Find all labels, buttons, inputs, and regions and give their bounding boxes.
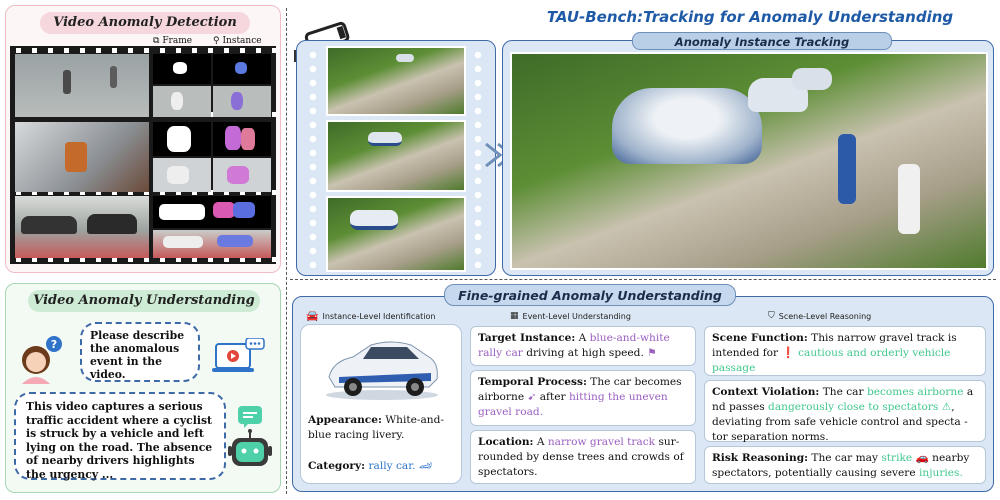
horizontal-divider (290, 279, 996, 280)
answer-text: This video captures a serious traffic accident where a cyclist is struck by a vehicle and left lying on the road. The absence of nearby drivers highlights the urgency ... (26, 400, 213, 481)
calendar-icon: ▦ (510, 311, 519, 321)
vad-frame-2 (15, 122, 149, 192)
scene-function-box (704, 326, 986, 376)
context-label: Context Violation: (712, 386, 820, 398)
instance-icon: ⚲ (213, 36, 220, 46)
category-text: rally car. (368, 460, 416, 472)
rally-frame-3 (326, 196, 466, 272)
vad-mask-3b (153, 230, 271, 258)
scene-fn-hl: cautious and orderly vehicle passage (712, 347, 951, 374)
event-head-label: Event-Level Understanding (522, 311, 631, 321)
vad-instance-1 (213, 54, 271, 84)
temporal-pre: The car becomes airborne (478, 376, 682, 403)
instance-legend (213, 36, 262, 46)
rally-frame-1 (326, 46, 466, 116)
frames-dots (305, 48, 321, 268)
vad-frame-1 (15, 54, 149, 117)
person-question-icon (14, 334, 64, 384)
temporal-mid: after (539, 391, 566, 403)
crash-icon: 🚗 (915, 452, 929, 464)
target-pre: A (578, 332, 587, 344)
risk-pre: The car may (811, 452, 878, 464)
race-car-icon: 🏎 (418, 460, 433, 472)
context-mid: a nd passes (712, 386, 974, 413)
context-hl1: becomes airborne (866, 386, 964, 398)
category-line (308, 459, 458, 474)
target-post: driving at high speed. (526, 347, 644, 359)
risk-hl1: strike (881, 452, 913, 464)
fine-title: Fine-grained Anomaly Understanding (444, 284, 736, 306)
context-hl2: dangerously close to spectators (768, 401, 939, 413)
temporal-label: Temporal Process: (478, 376, 587, 388)
svg-text:?: ? (50, 338, 58, 351)
shield-icon: ⛉ (768, 311, 775, 321)
car-icon: 🚘 (306, 311, 319, 322)
vad-mask-1b (153, 86, 211, 117)
appearance-text: White-and-blue racing livery. (308, 414, 444, 441)
scene-fn-pre: This narrow gravel track is intended for (712, 332, 957, 359)
risk-mid: nearby spectators, potentially causing severe (712, 452, 970, 479)
rally-frame-2 (326, 120, 466, 192)
target-label: Target Instance: (478, 332, 576, 344)
vad-frame-3 (15, 196, 149, 258)
event-head (510, 311, 631, 321)
question-bubble (80, 322, 200, 382)
warning-icon: ⚠ (941, 401, 952, 413)
vad-mask-2 (153, 122, 211, 156)
risk-reasoning-box (704, 446, 986, 484)
tracking-image (510, 52, 988, 270)
location-hl: narrow gravel track (547, 436, 656, 448)
location-post: sur- rounded by dense trees and crowds of spectators. (478, 436, 684, 478)
vad-instance-1b (213, 86, 271, 117)
vertical-divider (286, 8, 287, 494)
vad-instance-2b (213, 158, 271, 192)
question-text: Please describe the anomalous event in the video. (90, 329, 185, 381)
context-violation-box (704, 380, 986, 442)
target-instance-box (470, 326, 696, 366)
laptop-video-icon (210, 338, 266, 378)
tau-title: TAU-Bench:Tracking for Anomaly Understanding (546, 8, 954, 26)
scene-head (768, 311, 871, 321)
risk-label: Risk Reasoning: (712, 452, 809, 464)
vad-mask-2b (153, 158, 211, 192)
context-post: , deviating from safe vehicle control and specta -tor separation norms. (712, 401, 968, 443)
rocket-icon: ➹ (527, 391, 537, 403)
location-pre: A (536, 436, 545, 448)
vad-mask-1 (153, 54, 211, 84)
target-hl: blue-and-white rally car (478, 332, 670, 359)
instance-head-label: Instance-Level Identification (322, 312, 436, 321)
frame-icon: ⧉ (153, 36, 160, 46)
temporal-hl: hitting the uneven gravel road. (478, 391, 668, 418)
answer-bubble (14, 392, 226, 480)
category-label: Category: (308, 460, 366, 472)
vad-title: Video Anomaly Detection (40, 12, 250, 34)
instance-card (300, 324, 462, 484)
exclaim-icon: ❗ (781, 347, 795, 359)
instance-head (306, 311, 435, 322)
risk-hl2: injuries. (919, 467, 963, 479)
frame-label: Frame (162, 36, 193, 46)
vad-mask-3 (153, 196, 271, 228)
tracking-title: Anomaly Instance Tracking (632, 32, 892, 50)
appearance-label: Appearance: (308, 414, 382, 426)
flag-icon: ⚑ (647, 347, 657, 359)
location-box (470, 430, 696, 484)
instance-label: Instance (222, 36, 262, 46)
scene-head-label: Scene-Level Reasoning (778, 311, 872, 321)
temporal-process-box (470, 370, 696, 426)
robot-chat-icon (226, 404, 276, 474)
context-pre: The car (822, 386, 864, 398)
vau-title: Video Anomaly Understanding (28, 290, 260, 312)
scene-fn-label: Scene Function: (712, 332, 808, 344)
vad-instance-2 (213, 122, 271, 156)
appearance-line (308, 413, 458, 443)
location-label: Location: (478, 436, 534, 448)
rally-car-cutout (319, 333, 445, 403)
frame-legend (153, 36, 192, 46)
